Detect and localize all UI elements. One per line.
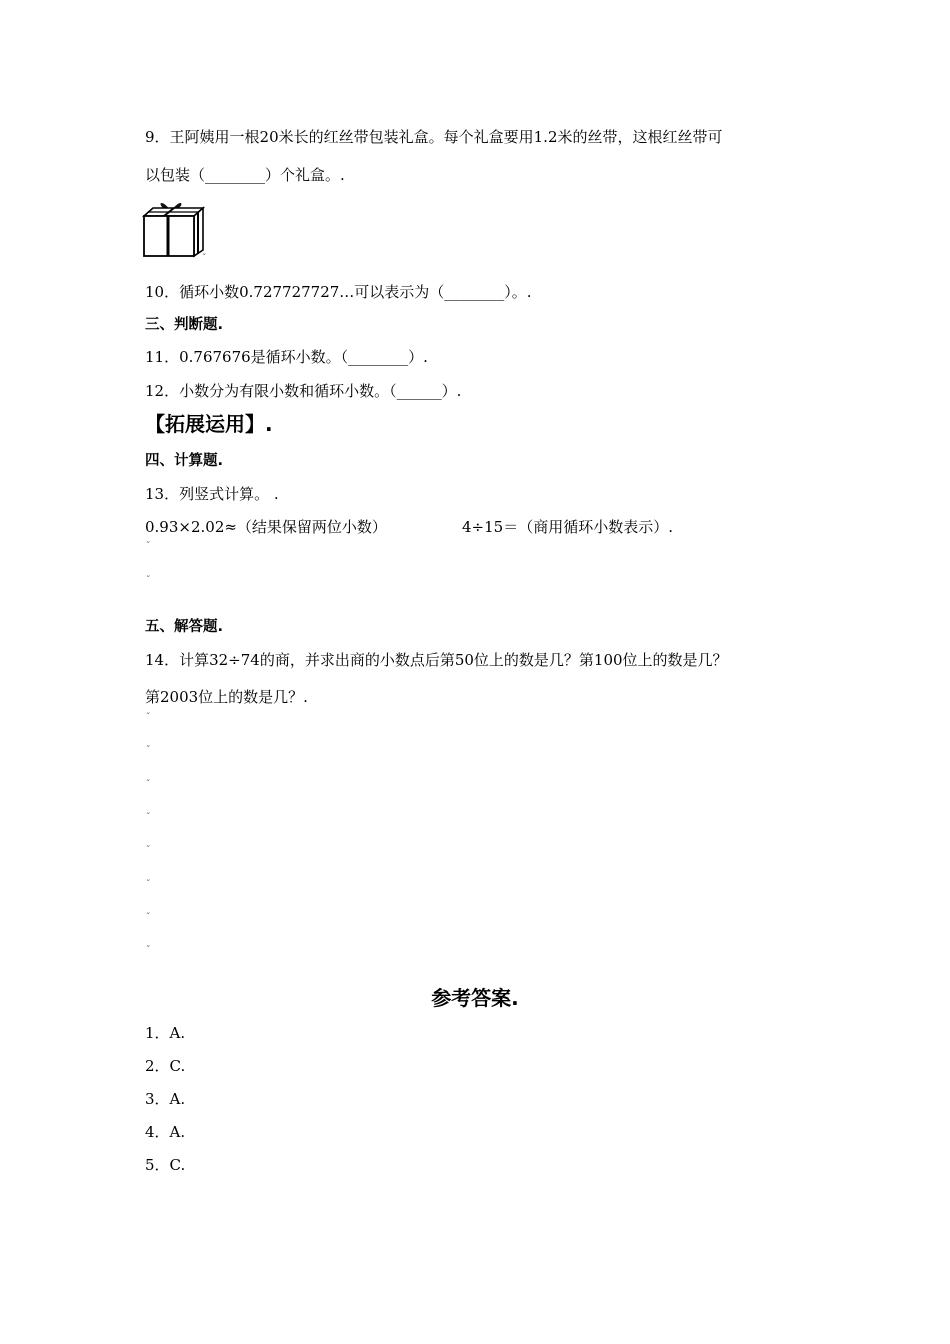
paragraph-mark: ˇ [146, 913, 151, 923]
gift-box-icon [141, 194, 211, 264]
answer-item: 3．A. [145, 1090, 186, 1108]
q13-part-a: 0.93×2.02≈（结果保留两位小数） [145, 518, 387, 536]
q14-line2: 第2003位上的数是几？. [145, 688, 308, 706]
answer-item: 1．A. [145, 1024, 186, 1042]
paragraph-mark: ˇ [146, 846, 151, 856]
paragraph-mark: ˇ [146, 880, 151, 890]
section-5-heading: 五、解答题. [145, 619, 224, 635]
paragraph-mark: ˇ [146, 576, 151, 586]
q14-line1: 14．计算32÷74的商，并求出商的小数点后第50位上的数是几？第100位上的数是几？ [145, 651, 728, 669]
q13-part-b: 4÷15＝（商用循环小数表示）. [462, 518, 673, 536]
section-4-heading: 四、计算题. [145, 453, 224, 469]
q12: 12．小数分为有限小数和循环小数。（______）. [145, 382, 462, 400]
expand-title: 【拓展运用】. [145, 412, 273, 436]
q9-line1: 9．王阿姨用一根20米长的红丝带包装礼盒。每个礼盒要用1.2米的丝带，这根红丝带可 [145, 128, 723, 146]
paragraph-mark: ˇ [146, 542, 151, 552]
paragraph-mark: ˇ [146, 813, 151, 823]
paragraph-mark: ˇ [146, 746, 151, 756]
answers-title: 参考答案. [431, 986, 519, 1010]
q13: 13．列竖式计算。 . [145, 485, 279, 503]
section-3-heading: 三、判断题. [145, 317, 224, 333]
paragraph-mark: ˇ [146, 780, 151, 790]
q9-line2: 以包装（________）个礼盒。. [145, 166, 345, 184]
paragraph-mark: ˇ [202, 254, 207, 264]
q11: 11．0.767676是循环小数。（________）. [145, 348, 428, 366]
answer-item: 4．A. [145, 1123, 186, 1141]
q10: 10．循环小数0.727727727…可以表示为（________）。. [145, 283, 532, 301]
paragraph-mark: ˇ [146, 946, 151, 956]
paragraph-mark: ˇ [146, 713, 151, 723]
answer-item: 2．C. [145, 1057, 186, 1075]
answer-item: 5．C. [145, 1156, 186, 1174]
